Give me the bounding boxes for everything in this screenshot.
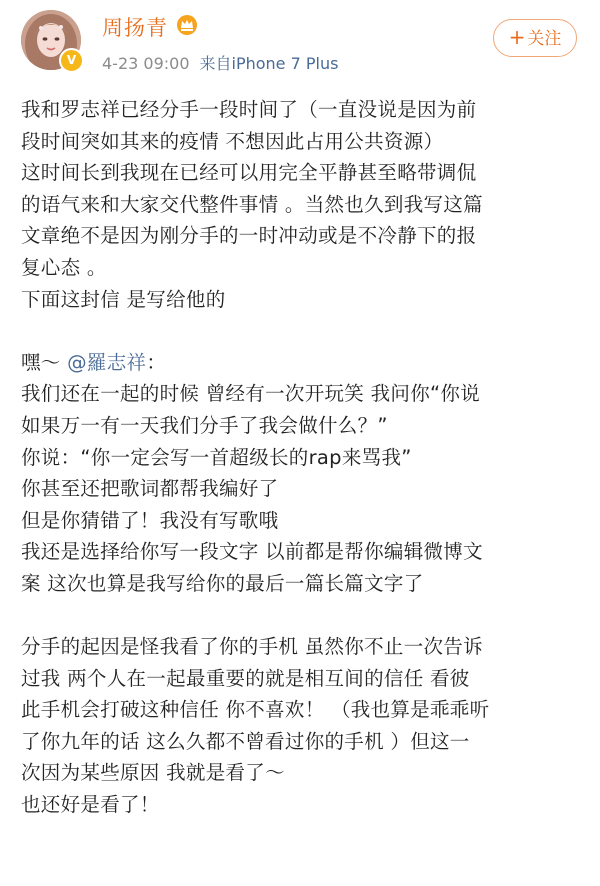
mention-link[interactable]: @羅志祥 (67, 350, 147, 374)
text-line: 分手的起因是怪我看了你的手机 虽然你不止一次告诉 (21, 635, 483, 659)
text-line: 你甚至还把歌词都帮我编好了 (21, 477, 279, 501)
post-paragraph-1 (21, 94, 579, 315)
text-line: 但是你猜错了！我没有写歌哦 (21, 508, 279, 532)
text-line: 过我 两个人在一起最重要的就是相互间的信任 看彼 (21, 666, 470, 690)
text-line: 段时间突如其来的疫情 不想因此占用公共资源） (21, 129, 444, 153)
greeting-prefix: 嘿～ (21, 350, 61, 374)
crown-icon (176, 14, 198, 36)
greeting-line (21, 347, 579, 379)
text-line: 文章绝不是因为刚分手的一时冲动或是不冷静下的报 (21, 224, 477, 248)
post-paragraph-3 (21, 631, 579, 821)
user-name[interactable]: 周扬青 (102, 16, 168, 40)
text-line: 我还是选择给你写一段文字 以前都是帮你编辑微博文 (21, 540, 483, 564)
text-line: 你说：“你一定会写一首超级长的rap来骂我” (21, 445, 412, 469)
text-line: 此手机会打破这种信任 你不喜欢！ （我也算是乖乖听 (21, 698, 490, 722)
text-line: 也还好是看了！ (21, 793, 160, 817)
text-line: 次因为某些原因 我就是看了～ (21, 761, 285, 785)
post-source[interactable]: 来自iPhone 7 Plus (199, 54, 339, 73)
post-header (0, 0, 600, 98)
post-content (21, 94, 579, 821)
text-line: 复心态 。 (21, 255, 107, 279)
post-paragraph-2 (21, 347, 579, 600)
paragraph-spacer (21, 600, 579, 632)
text-line: 我和罗志祥已经分手一段时间了（一直没说是因为前 (21, 98, 477, 121)
text-line: 了你九年的话 这么久都不曾看过你的手机 ）但这一 (21, 729, 470, 753)
verified-badge: V (59, 48, 84, 73)
plus-icon: + (508, 25, 526, 49)
text-line: 案 这次也算是我写给你的最后一篇长篇文字了 (21, 571, 424, 595)
text-line: 这时间长到我现在已经可以用完全平静甚至略带调侃 (21, 161, 477, 185)
paragraph-spacer (21, 315, 579, 347)
text-line: 的语气来和大家交代整件事情 。当然也久到我写这篇 (21, 192, 483, 216)
greeting-suffix: ： (146, 350, 167, 374)
avatar-container[interactable] (21, 10, 81, 70)
post-meta (102, 51, 338, 74)
text-line: 我们还在一起的时候 曾经有一次开玩笑 我问你“你说 (21, 382, 480, 406)
text-line: 下面这封信 是写给他的 (21, 287, 226, 311)
follow-button[interactable] (493, 19, 577, 57)
post-time: 4-23 09:00 (102, 54, 190, 73)
text-line: 如果万一有一天我们分手了我会做什么？” (21, 413, 388, 437)
follow-button-label: 关注 (527, 29, 562, 49)
